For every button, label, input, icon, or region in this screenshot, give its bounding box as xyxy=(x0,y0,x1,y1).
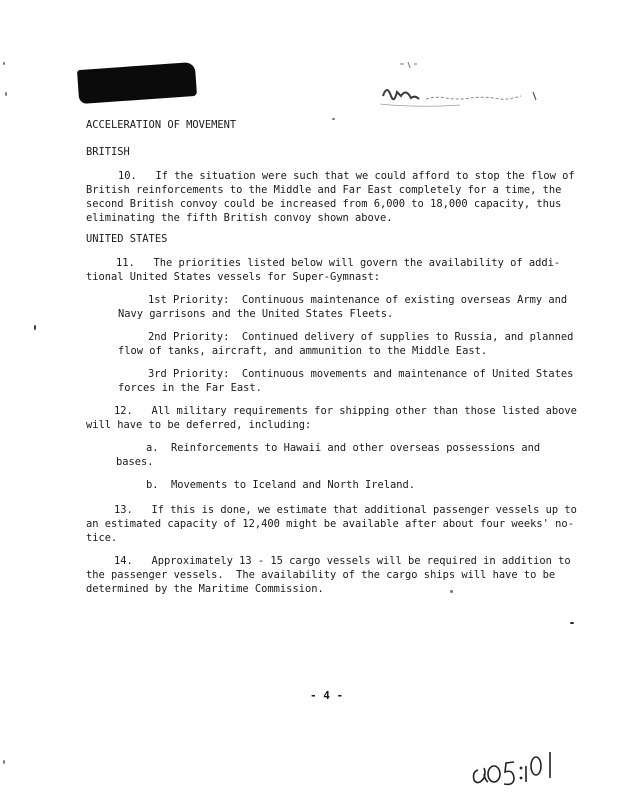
para-13-line-2: an estimated capacity of 12,400 might be available after about four weeks' no- xyxy=(86,518,574,530)
para-10-line-2: British reinforcements to the Middle and Far East completely for a time, the xyxy=(86,184,562,196)
para-11-line-2: tional United States vessels for Super-Gymnast: xyxy=(86,271,381,283)
section-title: ACCELERATION OF MOVEMENT xyxy=(86,119,237,131)
item-a-line-1: a. Reinforcements to Hawaii and other overseas possessions and xyxy=(146,442,541,454)
margin-speck xyxy=(332,118,335,120)
item-b-line-1: b. Movements to Iceland and North Ireland. xyxy=(146,479,415,491)
para-11-line-1: 11. The priorities listed below will govern the availability of addi- xyxy=(116,257,561,269)
margin-speck xyxy=(3,760,5,764)
priority-1-line-2: Navy garrisons and the United States Fleets. xyxy=(118,308,394,320)
para-14-line-2: the passenger vessels. The availability of the cargo ships will have to be xyxy=(86,569,556,581)
margin-speck xyxy=(5,92,7,96)
united-states-heading: UNITED STATES xyxy=(86,233,168,245)
para-10-line-1: 10. If the situation were such that we could afford to stop the flow of xyxy=(118,170,575,182)
margin-speck xyxy=(3,62,5,65)
para-12-line-2: will have to be deferred, including: xyxy=(86,419,312,431)
priority-2-line-1: 2nd Priority: Continued delivery of supplies to Russia, and planned xyxy=(148,331,574,343)
priority-2-line-2: flow of tanks, aircraft, and ammunition to the Middle East. xyxy=(118,345,488,357)
margin-speck xyxy=(34,325,36,330)
para-13-line-3: tice. xyxy=(86,532,118,544)
margin-speck xyxy=(450,590,453,593)
priority-1-line-1: 1st Priority: Continuous maintenance of existing overseas Army and xyxy=(148,294,568,306)
para-14-line-3: determined by the Maritime Commission. xyxy=(86,583,324,595)
para-14-line-1: 14. Approximately 13 - 15 cargo vessels will be required in addition to xyxy=(114,555,571,567)
page-number: - 4 - xyxy=(310,689,344,702)
priority-3-line-1: 3rd Priority: Continuous movements and maintenance of United States xyxy=(148,368,574,380)
item-a-line-2: bases. xyxy=(116,456,154,468)
priority-3-line-2: forces in the Far East. xyxy=(118,382,262,394)
para-10-line-4: eliminating the fifth British convoy shown above. xyxy=(86,212,393,224)
classification-stamp-scrawl xyxy=(378,56,548,116)
margin-speck xyxy=(570,622,574,624)
british-heading: BRITISH xyxy=(86,146,130,158)
redaction-block xyxy=(77,62,197,104)
handwritten-document-id xyxy=(470,740,560,790)
para-12-line-1: 12. All military requirements for shipping other than those listed above xyxy=(114,405,577,417)
para-13-line-1: 13. If this is done, we estimate that additional passenger vessels up to xyxy=(114,504,577,516)
para-10-line-3: second British convoy could be increased from 6,000 to 18,000 capacity, thus xyxy=(86,198,562,210)
